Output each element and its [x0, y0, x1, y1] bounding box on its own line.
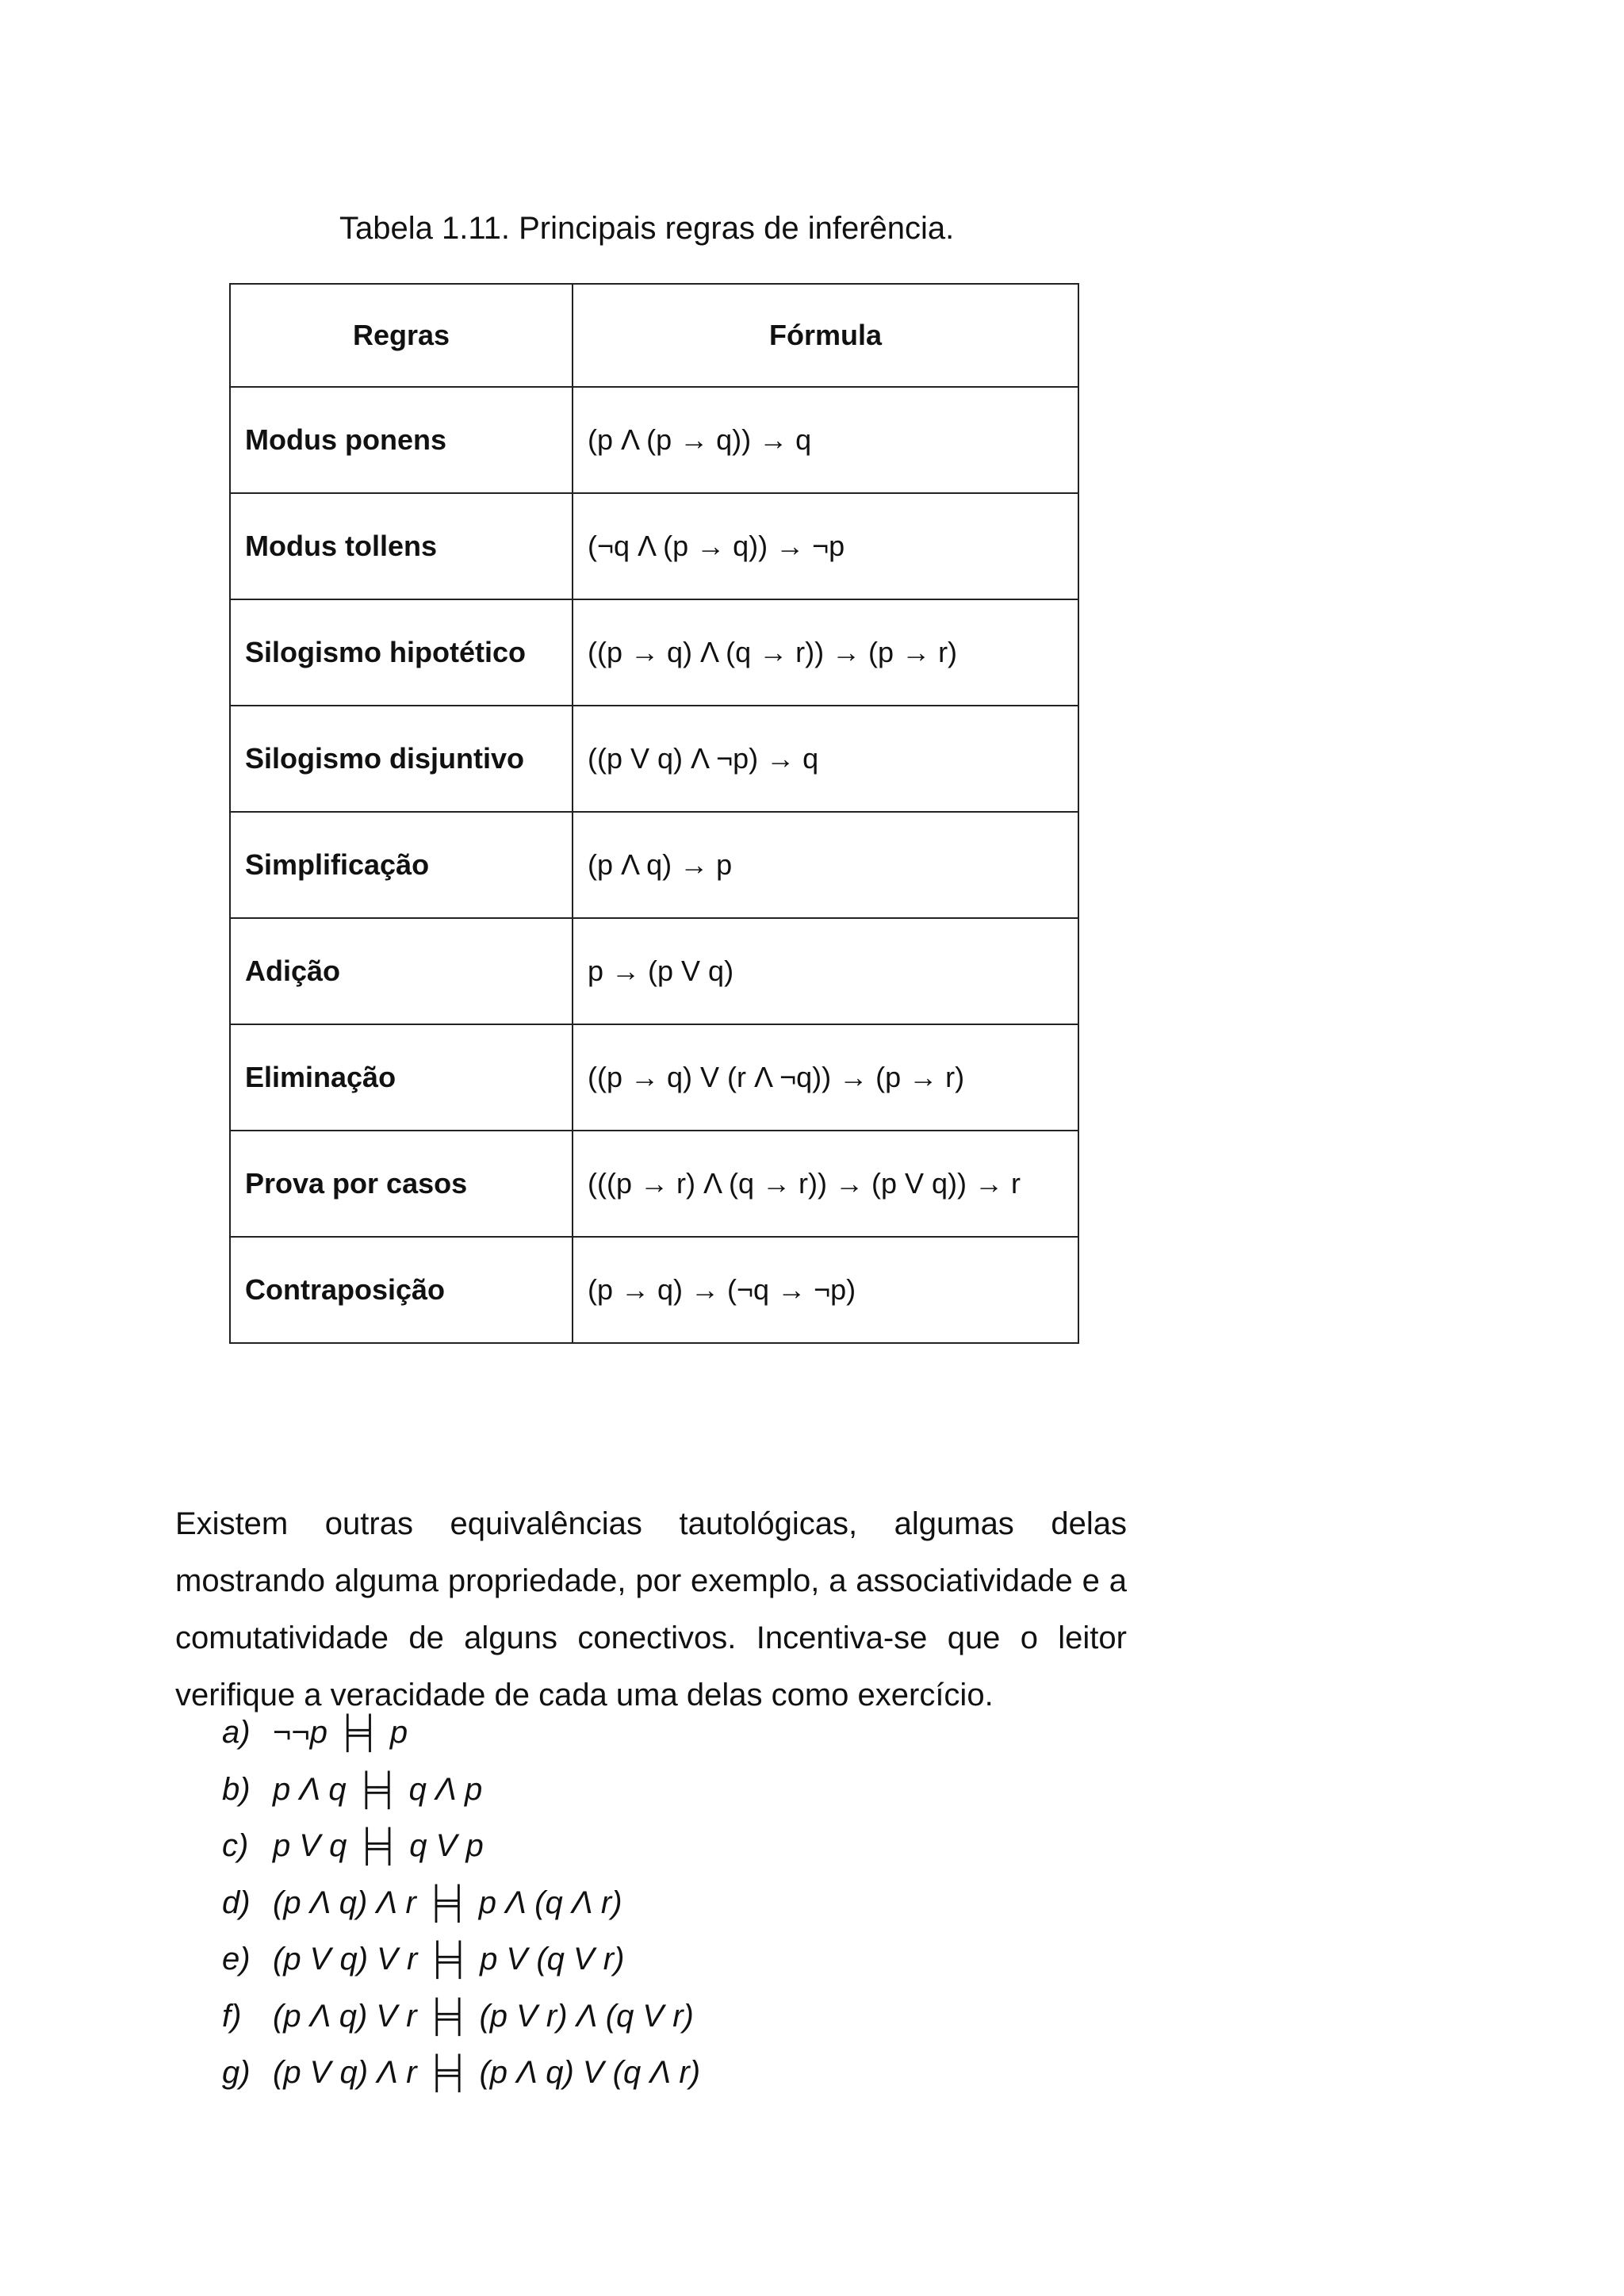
rule-name: Modus ponens — [230, 387, 573, 493]
list-item — [222, 1762, 700, 1819]
table-row — [230, 1024, 1078, 1131]
item-label: d) — [222, 1885, 251, 1920]
item-formula: (p V q) Λ r ╞╡ (p Λ q) V (q Λ r) — [273, 2055, 701, 2090]
item-label: g) — [222, 2055, 251, 2090]
item-formula: (p Λ q) V r ╞╡ (p V r) Λ (q V r) — [273, 1998, 694, 2034]
item-label: c) — [222, 1828, 249, 1863]
table-caption: Tabela 1.11. Principais regras de inferência. — [339, 211, 955, 246]
item-label: f) — [222, 1998, 242, 2034]
table-row — [230, 918, 1078, 1024]
table-row — [230, 493, 1078, 599]
item-label: b) — [222, 1771, 251, 1807]
rule-formula: (p Λ (p → q)) → q — [573, 387, 1078, 493]
rule-formula: (p Λ q) → p — [573, 812, 1078, 918]
rule-formula: ((p → q) Λ (q → r)) → (p → r) — [573, 599, 1078, 706]
item-label: e) — [222, 1942, 251, 1976]
rule-name: Adição — [230, 918, 573, 1024]
list-item — [222, 1875, 700, 1932]
body-paragraph: Existem outras equivalências tautológicas, algumas delas mostrando alguma propriedade, por exemplo, a associatividade e a comutatividade de alguns conectivos. Incentiva-se que o leitor verifique a veracidade de cada uma delas como exercício. — [175, 1506, 1127, 1712]
rule-name: Eliminação — [230, 1024, 573, 1131]
table-row — [230, 1131, 1078, 1237]
table-row — [230, 387, 1078, 493]
item-formula: p Λ q ╞╡ q Λ p — [273, 1771, 483, 1807]
equivalences-list — [222, 1705, 700, 2102]
list-item — [222, 1818, 700, 1875]
table-header-row — [230, 284, 1078, 387]
list-item — [222, 1931, 700, 1988]
table-row — [230, 599, 1078, 706]
item-label: a) — [222, 1715, 251, 1750]
header-formula: Fórmula — [573, 284, 1078, 387]
rule-formula: (p → q) → (¬q → ¬p) — [573, 1237, 1078, 1343]
rule-name: Prova por casos — [230, 1131, 573, 1237]
rule-formula: (((p → r) Λ (q → r)) → (p V q)) → r — [573, 1131, 1078, 1237]
inference-rules-table — [229, 283, 1079, 1344]
table-row — [230, 706, 1078, 812]
rule-name: Silogismo hipotético — [230, 599, 573, 706]
list-item — [222, 1705, 700, 1762]
header-rules: Regras — [230, 284, 573, 387]
item-formula: (p Λ q) Λ r ╞╡ p Λ (q Λ r) — [273, 1885, 622, 1920]
table-row — [230, 1237, 1078, 1343]
rule-formula: ((p → q) V (r Λ ¬q)) → (p → r) — [573, 1024, 1078, 1131]
table-row — [230, 812, 1078, 918]
rule-name: Silogismo disjuntivo — [230, 706, 573, 812]
rule-name: Contraposição — [230, 1237, 573, 1343]
rule-formula: p → (p V q) — [573, 918, 1078, 1024]
rule-name: Modus tollens — [230, 493, 573, 599]
rule-formula: (¬q Λ (p → q)) → ¬p — [573, 493, 1078, 599]
rule-name: Simplificação — [230, 812, 573, 918]
item-formula: (p V q) V r ╞╡ p V (q V r) — [273, 1942, 625, 1976]
rule-formula: ((p V q) Λ ¬p) → q — [573, 706, 1078, 812]
item-formula: p V q ╞╡ q V p — [273, 1828, 484, 1863]
list-item — [222, 1988, 700, 2045]
item-formula: ¬¬p ╞╡ p — [273, 1715, 408, 1750]
list-item — [222, 2045, 700, 2102]
